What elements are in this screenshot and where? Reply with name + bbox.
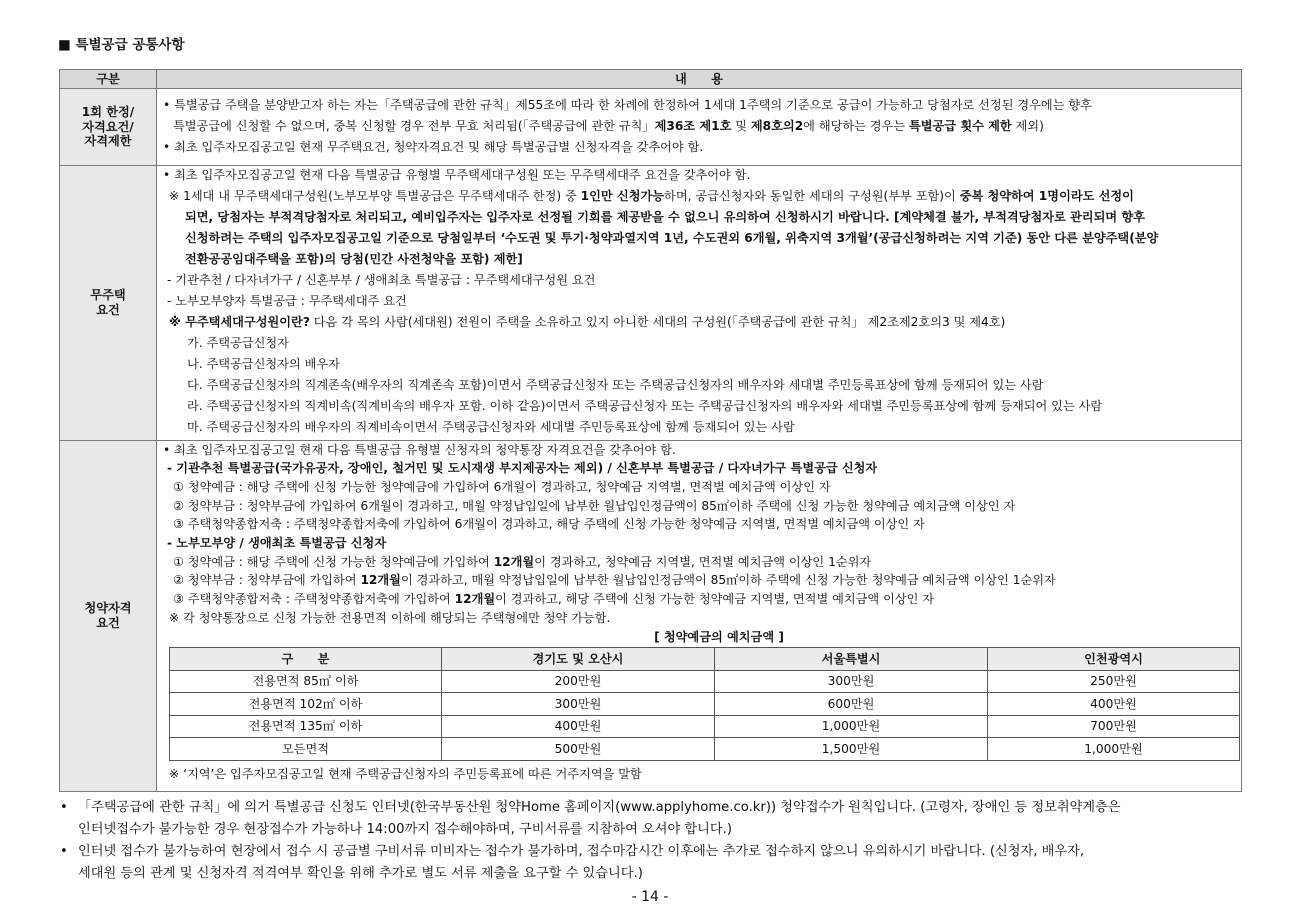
table-row-eligibility [60,440,1242,791]
category-line: 1회 한정/ [81,105,135,120]
list-item: ③ 주택청약종합저축 : 주택청약종합저축에 가입하여 12개월이 경과하고, 해당 주택에 신청 가능한 청약예금 지역별, 면적별 예치금액 이상인 자 [173,592,935,606]
text-line: ※ 각 청약통장으로 신청 가능한 전용면적 이하에 해당되는 주택형에만 청약 가능함. [169,610,611,625]
text-line: 「주택공급에 관한 규칙」에 의거 특별공급 신청도 인터넷(한국부동산원 청약Home 홈페이지(www.applyhome.co.kr)) 청약접수가 원칙입니다. (고령자, 장애인 등 정보취약계층은 [78,800,1121,815]
table-cell: 300만원 [715,670,988,693]
text-line: 신청하려는 주택의 입주자모집공고일 기준으로 당첨일부터 ‘수도권 및 투기·청약과열지역 1년, 수도권외 6개월, 위축지역 3개월’(공급신청하려는 지역 기준) 동안 다른 분양주택(분양 [185,230,1159,245]
bullet-dot: • [60,800,68,815]
table-cell: 500만원 [442,738,715,761]
text-line: • 특별공급 주택을 분양받고자 하는 자는「주택공급에 관한 규칙」제55조에 따라 한 차례에 한정하여 1세대 1주택의 기준으로 공급이 가능하고 당첨자로 선정된 경우에는 향후 [163,98,1092,112]
table-header-row [60,70,1242,89]
text-line: - 기관추천 특별공급(국가유공자, 장애인, 철거민 및 도시재생 부지제공자는 제외) / 신혼부부 특별공급 / 다자녀가구 특별공급 신청자 [167,461,878,476]
category-cell-eligibility [60,440,157,791]
category-line: 자격제한 [84,134,132,149]
category-line: 청약자격 [84,600,132,615]
text-line: 되면, 당첨자는 부적격당첨자로 처리되고, 예비입주자는 입주자로 선정될 기회를 제공받을 수 없으니 유의하여 신청하시기 바랍니다. [계약체결 불가, 부적격당첨자로 관리되며 향후 [185,209,1145,224]
content-cell-eligibility [157,440,1242,791]
list-item: ③ 주택청약종합저축 : 주택청약종합저축에 가입하여 6개월이 경과하고, 해당 주택에 신청 가능한 청약예금 지역별, 면적별 예치금액 이상인 자 [173,517,925,532]
deposit-table-title: [ 청약예금의 예치금액 ] [654,630,784,645]
list-item: ② 청약부금 : 청약부금에 가입하여 12개월이 경과하고, 매월 약정납입일에 납부한 월납입인정금액이 85㎡이하 주택에 신청 가능한 청약예금 예치금액 이상인 1순위자 [173,573,1056,588]
deposit-table [169,647,1240,761]
list-item: ② 청약부금 : 청약부금에 가입하여 6개월이 경과하고, 매월 약정납입일에 납부한 월납입인정금액이 85㎡이하 주택에 신청 가능한 청약예금 예치금액 이상인 자 [173,498,1016,513]
table-cell: 600만원 [715,693,988,716]
text-line: 인터넷접수가 불가능한 경우 현장접수가 가능하나 14:00까지 접수해야하며, 구비서류를 지참하여 오셔야 합니다.) [78,822,732,837]
page-number: - 14 - [631,889,669,905]
category-line: 요건 [96,615,120,630]
text-line: • 최초 입주자모집공고일 현재 무주택요건, 청약자격요건 및 해당 특별공급별 신청자격을 갖추어야 함. [163,140,704,154]
deposit-header: 인천광역시 [988,648,1240,671]
list-item [60,841,1250,885]
list-item: 라. 주택공급신청자의 직계비속(직계비속의 배우자 포함. 이하 같음)이면서 주택공급신청자 또는 주택공급신청자의 배우자와 세대별 주민등록표상에 함께 등재되어 있는 사람 [187,398,1103,413]
category-cell-homeless [60,166,157,441]
text-line: 특별공급에 신청할 수 없으며, 중복 신청할 경우 전부 무효 처리됨(「주택공급에 관한 규칙」제36조 제1호 및 제8호의2에 해당하는 경우는 특별공급 횟수 제한 제외) [173,119,1044,133]
table-row-homeless [60,166,1242,441]
table-cell: 1,000만원 [715,715,988,738]
special-supply-table [59,69,1242,792]
table-cell: 250만원 [988,670,1240,693]
deposit-header-row [170,648,1240,671]
category-cell-limit [60,89,157,166]
category-line: 자격요건/ [82,119,134,134]
bullet-dot: • [60,844,68,859]
table-cell: 모든면적 [170,738,442,761]
table-cell: 전용면적 102㎡ 이하 [170,693,442,716]
text-line: ※ 무주택세대구성원이란? 다음 각 목의 사람(세대원) 전원이 주택을 소유하고 있지 아니한 세대의 구성원(「주택공급에 관한 규칙」 제2조제2호의3 및 제4호) [169,314,1006,329]
list-item: 나. 주택공급신청자의 배우자 [187,356,340,371]
table-row [170,715,1240,738]
table-cell: 400만원 [442,715,715,738]
text-line: - 기관추천 / 다자녀가구 / 신혼부부 / 생애최초 특별공급 : 무주택세대구성원 요건 [167,272,596,287]
content-cell-homeless [157,166,1242,441]
text-line: - 노부모부양 / 생애최초 특별공급 신청자 [167,535,387,550]
text-line: • 최초 입주자모집공고일 현재 다음 특별공급 유형별 무주택세대구성원 또는 무주택세대주 요건을 갖추어야 함. [163,168,751,182]
header-content: 내 용 [157,70,1242,89]
table-cell: 1,500만원 [715,738,988,761]
text-line: • 최초 입주자모집공고일 현재 다음 특별공급 유형별 신청자의 청약통장 자격요건을 갖추어야 함. [163,442,676,457]
category-line: 무주택 [90,288,126,303]
table-cell: 700만원 [988,715,1240,738]
table-row [170,670,1240,693]
list-item [60,797,1250,841]
footer-notes [60,797,1250,885]
table-cell: 1,000만원 [988,738,1240,761]
table-cell: 400만원 [988,693,1240,716]
deposit-header: 구 분 [170,648,442,671]
table-row-limit [60,89,1242,166]
list-item: 마. 주택공급신청자의 배우자의 직계비속이면서 주택공급신청자와 세대별 주민등록표상에 함께 등재되어 있는 사람 [187,419,795,434]
section-title: ■ 특별공급 공통사항 [58,37,185,53]
table-row [170,693,1240,716]
table-cell: 200만원 [442,670,715,693]
list-item: ① 청약예금 : 해당 주택에 신청 가능한 청약예금에 가입하여 12개월이 경과하고, 청약예금 지역별, 면적별 예치금액 이상인 1순위자 [173,554,872,569]
text-line: ※ 1세대 내 무주택세대구성원(노부모부양 특별공급은 무주택세대주 한정) 중 1인만 신청가능하며, 공급신청자와 동일한 세대의 구성원(부부 포함)이 중복 청약하여 1명이라도 선정이 [169,188,1134,203]
deposit-header: 서울특별시 [715,648,988,671]
text-line: 인터넷 접수가 불가능하여 현장에서 접수 시 공급별 구비서류 미비자는 접수가 불가하며, 접수마감시간 이후에는 추가로 접수하지 않으니 유의하시기 바랍니다. (신청자, 배우자, [78,844,1085,859]
content-cell-limit [157,89,1242,166]
list-item: 다. 주택공급신청자의 직계존속(배우자의 직계존속 포함)이면서 주택공급신청자 또는 주택공급신청자의 배우자와 세대별 주민등록표상에 함께 등재되어 있는 사람 [187,377,1044,392]
text-line: - 노부모부양자 특별공급 : 무주택세대주 요건 [167,293,407,308]
table-cell: 전용면적 85㎡ 이하 [170,670,442,693]
category-line: 요건 [96,302,120,317]
list-item: 가. 주택공급신청자 [187,335,289,350]
text-line: 세대원 등의 관계 및 신청자격 적격여부 확인을 위해 추가로 별도 서류 제출을 요구할 수 있습니다.) [78,866,643,881]
table-cell: 300만원 [442,693,715,716]
list-item: ① 청약예금 : 해당 주택에 신청 가능한 청약예금에 가입하여 6개월이 경과하고, 청약예금 지역별, 면적별 예치금액 이상인 자 [173,479,831,494]
header-category: 구분 [60,70,157,89]
text-line: 전환공공임대주택을 포함)의 당첨(민간 사전청약을 포함) 제한] [185,251,523,266]
table-row [170,738,1240,761]
table-cell: 전용면적 135㎡ 이하 [170,715,442,738]
text-line: ※ ‘지역’은 입주자모집공고일 현재 주택공급신청자의 주민등록표에 따른 거주지역을 말함 [169,766,642,781]
deposit-header: 경기도 및 오산시 [442,648,715,671]
